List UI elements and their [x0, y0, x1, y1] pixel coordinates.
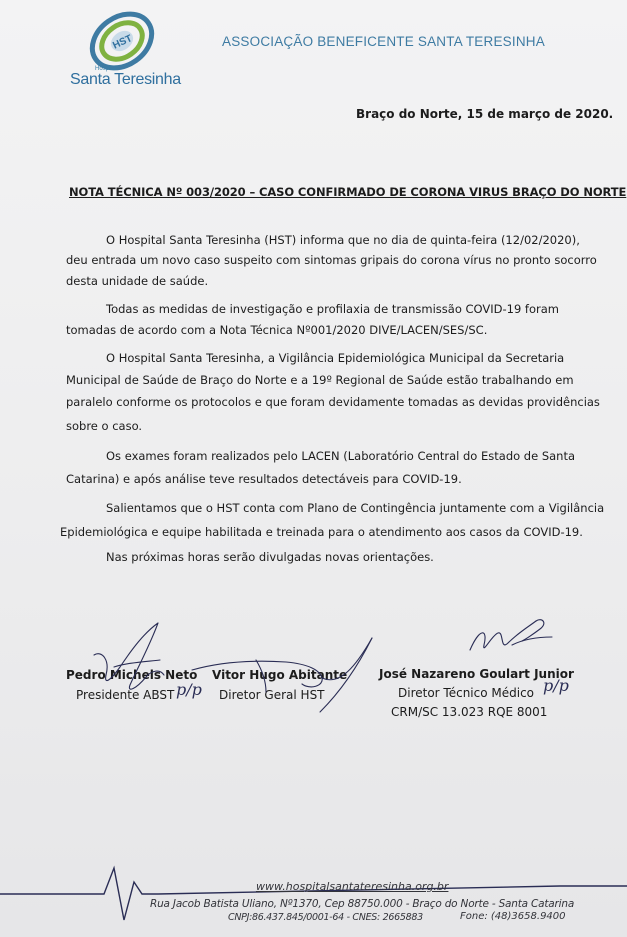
- signature-2-role: Diretor Geral HST: [219, 688, 325, 702]
- logo-name: Santa Teresinha: [70, 71, 181, 88]
- paragraph-2-line-2: tomadas de acordo com a Nota Técnica Nº001/2020 DIVE/LACEN/SES/SC.: [66, 323, 488, 337]
- paragraph-3-line-3: paralelo conforme os protocolos e que foram devidamente tomadas as devidas providências: [66, 395, 600, 409]
- paragraph-1-line-1: O Hospital Santa Teresinha (HST) informa que no dia de quinta-feira (12/02/2020),: [106, 233, 580, 247]
- paragraph-3-line-4: sobre o caso.: [66, 419, 143, 433]
- footer-website: www.hospitalsantateresinha.org.br: [256, 880, 449, 893]
- paragraph-3-line-1: O Hospital Santa Teresinha, a Vigilância Epidemiológica Municipal da Secretaria: [106, 351, 565, 365]
- document-title: NOTA TÉCNICA Nº 003/2020 – CASO CONFIRMADO DE CORONA VIRUS BRAÇO DO NORTE: [69, 185, 627, 199]
- paragraph-5-line-2: Epidemiológica e equipe habilitada e treinada para o atendimento aos casos da COVID-19.: [60, 525, 583, 539]
- signature-1-name: Pedro Michels Neto: [66, 668, 198, 682]
- signature-1-pp: p/p: [176, 680, 202, 699]
- paragraph-1-line-3: desta unidade de saúde.: [66, 274, 209, 288]
- signature-3-role: Diretor Técnico Médico: [398, 686, 535, 700]
- organization-name: ASSOCIAÇÃO BENEFICENTE SANTA TERESINHA: [222, 34, 545, 49]
- signature-2-name: Vitor Hugo Abitante: [212, 668, 348, 682]
- footer-address: Rua Jacob Batista Uliano, Nº1370, Cep 88750.000 - Braço do Norte - Santa Catarina: [150, 898, 575, 910]
- footer-cnpj: CNPJ:86.437.845/0001-64 - CNES: 2665883: [228, 912, 423, 923]
- logo-emblem: HST: [111, 33, 135, 52]
- date-line: Braço do Norte, 15 de março de 2020.: [356, 107, 614, 121]
- logo-small-text: Hospital: [95, 66, 117, 72]
- signature-3-registry: CRM/SC 13.023 RQE 8001: [391, 705, 548, 719]
- signature-3-name: José Nazareno Goulart Junior: [379, 667, 574, 681]
- signature-1-handwriting: [80, 615, 200, 710]
- signature-3-handwriting: [440, 615, 560, 675]
- signature-3-pp: p/p: [543, 676, 569, 695]
- paragraph-4-line-2: Catarina) e após análise teve resultados detectáveis para COVID-19.: [66, 472, 462, 486]
- paragraph-6-line-1: Nas próximas horas serão divulgadas novas orientações.: [106, 550, 434, 564]
- paragraph-1-line-2: deu entrada um novo caso suspeito com sintomas gripais do corona vírus no pronto socorro: [66, 253, 597, 267]
- paragraph-2-line-1: Todas as medidas de investigação e profilaxia de transmissão COVID-19 foram: [106, 302, 559, 316]
- paragraph-5-line-1: Salientamos que o HST conta com Plano de Contingência juntamente com a Vigilância: [106, 501, 605, 515]
- footer-phone: Fone: (48)3658.9400: [460, 911, 566, 922]
- signature-2-handwriting: [190, 630, 380, 715]
- signature-1-role: Presidente ABST: [76, 688, 175, 702]
- paragraph-4-line-1: Os exames foram realizados pelo LACEN (Laboratório Central do Estado de Santa: [106, 449, 576, 463]
- paragraph-3-line-2: Municipal de Saúde de Braço do Norte e a 19º Regional de Saúde estão trabalhando em: [66, 373, 574, 387]
